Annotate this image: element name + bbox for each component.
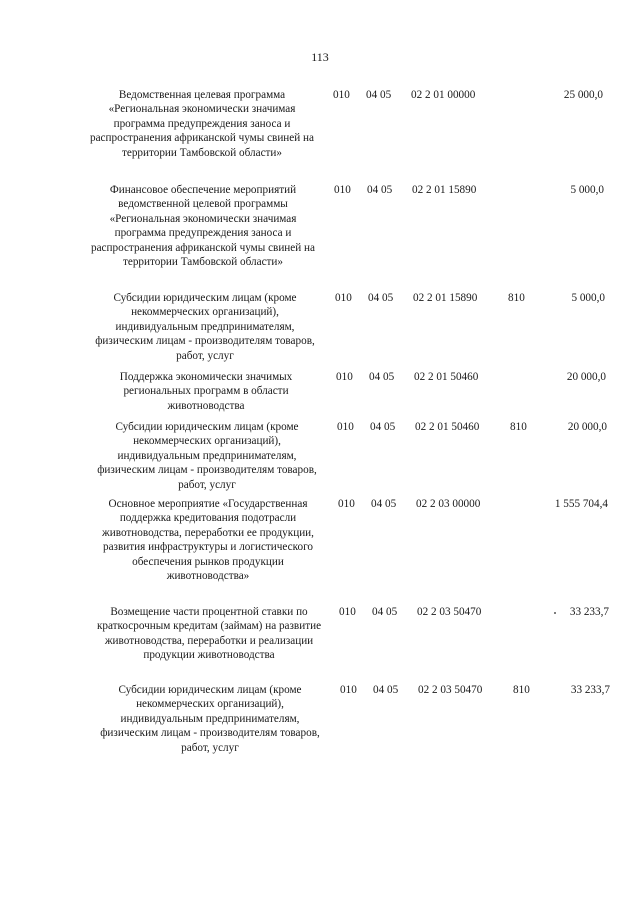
target-article-code: 02 2 03 50470	[418, 684, 483, 696]
expense-name: Основное мероприятие «Государственная поддержка кредитования подотрасли животноводства, переработки ее продукции, развития инфраструктуры и логистического обеспечения рынков продукции животноводства»	[102, 498, 314, 583]
target-article-code: 02 2 01 50460	[415, 421, 480, 433]
ministry-code: 010	[339, 606, 356, 618]
target-article-code: 02 2 01 00000	[411, 89, 476, 101]
expense-name: Финансовое обеспечение мероприятий ведомственной целевой программы «Региональная экономически значимая программа предупреждения заноса и распространения африканской чумы свиней на территории Тамбовской области»	[90, 184, 315, 269]
expense-name: Субсидии юридическим лицам (кроме некоммерческих организаций), индивидуальным предпринимателям, физическим лицам - производителям товаров, работ, услуг	[97, 421, 317, 491]
section-code: 04 05	[372, 606, 398, 618]
section-code: 04 05	[369, 371, 395, 383]
expense-name: Субсидии юридическим лицам (кроме некоммерческих организаций), индивидуальным предпринимателям, физическим лицам - производителям товаров, работ, услуг	[95, 292, 315, 362]
amount: 25 000,0	[563, 89, 603, 101]
amount: 5 000,0	[570, 184, 604, 196]
target-article-code: 02 2 03 00000	[416, 498, 481, 510]
amount: 1 555 704,4	[554, 498, 608, 510]
section-code: 04 05	[366, 89, 392, 101]
ministry-code: 010	[333, 89, 350, 101]
section-code: 04 05	[367, 184, 393, 196]
ministry-code: 010	[340, 684, 357, 696]
target-article-code: 02 2 01 15890	[412, 184, 477, 196]
expense-name: Субсидии юридическим лицам (кроме некоммерческих организаций), индивидуальным предпринимателям, физическим лицам - производителям товаров, работ, услуг	[100, 684, 320, 754]
expense-type-code: 810	[513, 684, 530, 696]
section-code: 04 05	[373, 684, 399, 696]
expense-name: Возмещение части процентной ставки по краткосрочным кредитам (займам) на развитие животноводства, переработки и реализации продукции животноводства	[96, 606, 322, 662]
section-code: 04 05	[371, 498, 397, 510]
expense-type-code: 810	[510, 421, 527, 433]
amount: 33 233,7	[569, 606, 609, 618]
ministry-code: 010	[335, 292, 352, 304]
target-article-code: 02 2 01 15890	[413, 292, 478, 304]
ministry-code: 010	[337, 421, 354, 433]
expense-type-code: 810	[508, 292, 525, 304]
ministry-code: 010	[338, 498, 355, 510]
page-number: 113	[311, 50, 329, 64]
amount: 20 000,0	[566, 371, 606, 383]
ministry-code: 010	[336, 371, 353, 383]
ministry-code: 010	[334, 184, 351, 196]
scan-speck	[554, 612, 556, 614]
section-code: 04 05	[368, 292, 394, 304]
amount: 5 000,0	[571, 292, 605, 304]
section-code: 04 05	[370, 421, 396, 433]
target-article-code: 02 2 03 50470	[417, 606, 482, 618]
expense-name: Поддержка экономически значимых региональных программ в области животноводства	[119, 371, 293, 412]
expense-name: Ведомственная целевая программа «Региональная экономически значимая программа предупреждения заноса и распространения африканской чумы свиней на территории Тамбовской области»	[89, 89, 314, 159]
amount: 33 233,7	[570, 684, 610, 696]
target-article-code: 02 2 01 50460	[414, 371, 479, 383]
amount: 20 000,0	[567, 421, 607, 433]
